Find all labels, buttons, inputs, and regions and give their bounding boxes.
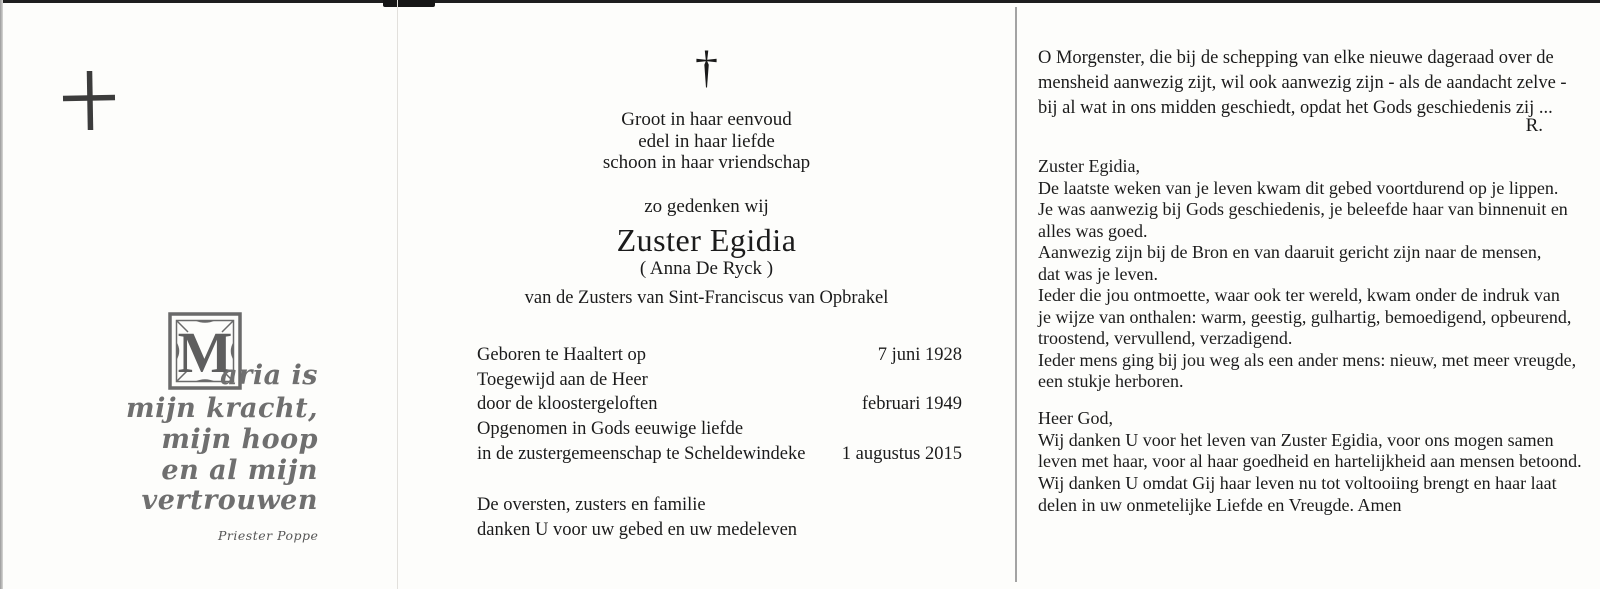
tribute-line: Aanwezig zijn bij de Bron en van daaruit gericht zijn naar de mensen,	[1038, 242, 1542, 262]
panel-right	[1017, 0, 1600, 589]
event-date: februari 1949	[861, 394, 962, 415]
event-label: Toegewijd aan de Heer	[477, 369, 648, 390]
birth-name: ( Anna De Ryck )	[639, 258, 774, 279]
deceased-name: Zuster Egidia	[616, 222, 797, 258]
motto-line: mijn hoop	[161, 424, 318, 455]
life-events	[477, 343, 962, 467]
prayer-line: Wij danken U omdat Gij haar leven nu tot voltooiing brengt en haar laat	[1038, 473, 1557, 494]
prayer-line: Heer God,	[1038, 408, 1113, 428]
thanks-line: danken U voor uw gebed en uw medeleven	[477, 520, 798, 541]
tribute-line: dat was je leven.	[1038, 263, 1158, 284]
event-date: 7 juni 1928	[877, 345, 962, 365]
motto-line: aria is	[220, 360, 318, 391]
tribute-line: je wijze van onthalen: warm, geestig, gulhartig, bemoedigend, opbeurend,	[1038, 306, 1572, 327]
prayer-line: mensheid aanwezig zijt, wil ook aanwezig zijn - als de aandacht zelve -	[1038, 73, 1567, 93]
tribute-line: Je was aanwezig bij Gods geschiedenis, je beleefde haar van binnenuit en	[1038, 199, 1568, 219]
epigraph	[398, 109, 1015, 174]
event-date: 1 augustus 2015	[841, 443, 962, 464]
thanks-line: De oversten, zusters en familie	[477, 495, 706, 515]
tribute-line: troostend, vervullend, verzadigend.	[1038, 328, 1293, 348]
life-event-row	[477, 417, 962, 442]
tribute-line: De laatste weken van je leven kwam dit gebed voortdurend op je lippen.	[1038, 177, 1559, 198]
event-label: in de zustergemeenschap te Scheldewindeke	[477, 443, 806, 464]
panel-left	[0, 0, 397, 589]
life-event-row	[477, 368, 962, 393]
epigraph-line: Groot in haar eenvoud	[621, 109, 792, 130]
tribute-line: Zuster Egidia,	[1038, 156, 1140, 176]
life-event-row	[477, 442, 962, 467]
hand-drawn-cross-icon	[60, 68, 122, 134]
tribute-line: alles was goed.	[1038, 220, 1148, 241]
dagger-cross-icon: †	[695, 41, 718, 92]
remembrance-intro: zo gedenken wij	[644, 196, 769, 217]
thanks-note	[477, 493, 797, 543]
motto-attribution: Priester Poppe	[218, 528, 319, 543]
congregation: van de Zusters van Sint-Franciscus van Opbrakel	[524, 288, 889, 308]
prayer-line: leven met haar, voor al haar goedheid en hartelijkheid aan mensen betoond.	[1038, 451, 1582, 472]
closing-prayer	[1038, 408, 1582, 517]
tribute-line: Ieder die jou ontmoette, waar ook ter wereld, kwam onder de indruk van	[1038, 285, 1560, 305]
event-label: Opgenomen in Gods eeuwige liefde	[477, 419, 744, 440]
prayer-line: Wij danken U voor het leven van Zuster Egidia, voor ons mogen samen	[1038, 429, 1554, 450]
life-event-row	[477, 392, 962, 417]
tribute-text	[1038, 156, 1577, 393]
epigraph-line: schoon in haar vriendschap	[602, 152, 811, 174]
motto-line: en al mijn	[161, 455, 318, 486]
event-label: door de kloostergeloften	[477, 394, 658, 415]
motto-line: vertrouwen	[141, 485, 318, 516]
opening-prayer	[1038, 46, 1568, 121]
epigraph-line: edel in haar liefde	[638, 130, 775, 152]
motto-line: mijn kracht,	[126, 393, 318, 424]
prayer-line: delen in uw onmetelijke Liefde en Vreugde. Amen	[1038, 494, 1402, 515]
panel-center	[398, 0, 1015, 589]
life-event-row	[477, 343, 962, 368]
svg-text:M: M	[177, 320, 233, 385]
prayer-attribution: R.	[1525, 115, 1543, 136]
tribute-line: een stukje herboren.	[1038, 371, 1184, 391]
event-label: Geboren te Haaltert op	[477, 345, 646, 365]
tribute-line: Ieder mens ging bij jou weg als een ander mens: nieuw, met meer vreugde,	[1038, 349, 1577, 370]
prayer-line: bij al wat in ons midden geschiedt, opdat het Gods geschiedenis zij ...	[1038, 98, 1553, 118]
prayer-line: O Morgenster, die bij de schepping van elke nieuwe dageraad over de	[1038, 48, 1554, 68]
